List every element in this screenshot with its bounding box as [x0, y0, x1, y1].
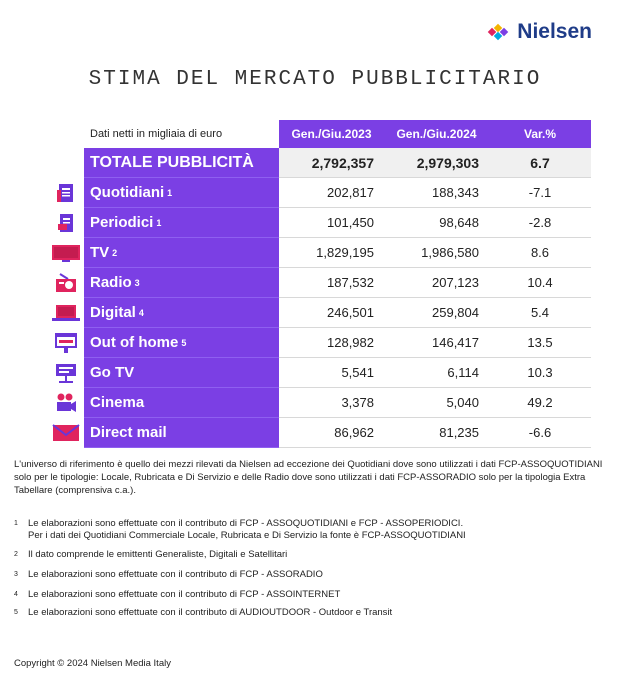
- value-2024: 6,114: [384, 358, 489, 388]
- value-var: 8.6: [489, 238, 591, 268]
- nielsen-logo-mark-icon: [489, 25, 511, 39]
- row-label: Out of home 5: [84, 328, 279, 358]
- row-label: Direct mail: [84, 418, 279, 448]
- footnote-ref: 1: [167, 187, 173, 198]
- table-row-tv: [48, 238, 591, 268]
- value-2023: 86,962: [279, 418, 384, 448]
- footnote-3: 3 Le elaborazioni sono effettuate con il contributo di FCP - ASSORADIO: [14, 569, 323, 580]
- envelope-icon: [48, 418, 84, 448]
- value-2024: 146,417: [384, 328, 489, 358]
- unit-label: Dati netti in migliaia di euro: [90, 128, 223, 140]
- value-2024: 5,040: [384, 388, 489, 418]
- data-table: [48, 120, 591, 448]
- row-label: Periodici 1: [84, 208, 279, 238]
- value-2023: 1,829,195: [279, 238, 384, 268]
- table-row-radio: [48, 268, 591, 298]
- value-2024: 259,804: [384, 298, 489, 328]
- total-row: [48, 148, 591, 178]
- value-var: 10.4: [489, 268, 591, 298]
- page-title: STIMA DEL MERCATO PUBBLICITARIO: [88, 68, 542, 91]
- value-var: 5.4: [489, 298, 591, 328]
- table-row-quotidiani: [48, 178, 591, 208]
- total-var: 6.7: [489, 148, 591, 178]
- value-var: -7.1: [489, 178, 591, 208]
- value-var: 49.2: [489, 388, 591, 418]
- row-label: Cinema: [84, 388, 279, 418]
- row-label: Radio 3: [84, 268, 279, 298]
- magazine-icon: [48, 208, 84, 238]
- header-2023: Gen./Giu.2023: [279, 120, 384, 148]
- nielsen-logo: [489, 20, 592, 44]
- value-var: -6.6: [489, 418, 591, 448]
- table-header: [48, 120, 591, 148]
- header-2024: Gen./Giu.2024: [384, 120, 489, 148]
- table-row-periodici: [48, 208, 591, 238]
- newspaper-icon: [48, 178, 84, 208]
- footnote-ref: 4: [138, 307, 144, 318]
- value-2024: 207,123: [384, 268, 489, 298]
- value-2024: 1,986,580: [384, 238, 489, 268]
- footnote-1: 1 Le elaborazioni sono effettuate con il contributo di FCP - ASSOQUOTIDIANI e FCP - ASSOPERIODICI. Per i dati dei Quotidiani Commerciale Locale, Rubricata e Di Servizio la fonte è FCP-ASSOQUOTIDIANI: [14, 518, 466, 541]
- copyright: Copyright © 2024 Nielsen Media Italy: [14, 658, 171, 669]
- value-var: -2.8: [489, 208, 591, 238]
- value-2023: 246,501: [279, 298, 384, 328]
- movie-camera-icon: [48, 388, 84, 418]
- value-2023: 202,817: [279, 178, 384, 208]
- screen-stand-icon: [48, 358, 84, 388]
- value-2024: 98,648: [384, 208, 489, 238]
- footnote-4: 4 Le elaborazioni sono effettuate con il contributo di FCP - ASSOINTERNET: [14, 589, 341, 600]
- header-var: Var.%: [489, 120, 591, 148]
- table-row-digital: [48, 298, 591, 328]
- value-2024: 81,235: [384, 418, 489, 448]
- table-row-cinema: [48, 388, 591, 418]
- total-label: TOTALE PUBBLICITÀ: [84, 148, 279, 178]
- value-var: 10.3: [489, 358, 591, 388]
- billboard-icon: [48, 328, 84, 358]
- footnote-ref: 3: [134, 277, 140, 288]
- footnote-ref: 5: [181, 337, 187, 348]
- table-row-direct-mail: [48, 418, 591, 448]
- value-2023: 128,982: [279, 328, 384, 358]
- value-2023: 3,378: [279, 388, 384, 418]
- radio-icon: [48, 268, 84, 298]
- row-label: Quotidiani 1: [84, 178, 279, 208]
- footnote-ref: 1: [156, 217, 162, 228]
- tv-icon: [48, 238, 84, 268]
- row-label: TV 2: [84, 238, 279, 268]
- table-row-out-of-home: [48, 328, 591, 358]
- footnote-5: 5 Le elaborazioni sono effettuate con il contributo di AUDIOUTDOOR - Outdoor e Transit: [14, 607, 393, 618]
- logo-text: Nielsen: [517, 20, 592, 43]
- value-2023: 5,541: [279, 358, 384, 388]
- total-2024: 2,979,303: [384, 148, 489, 178]
- total-2023: 2,792,357: [279, 148, 384, 178]
- footnote-2: 2 Il dato comprende le emittenti Generaliste, Digitali e Satellitari: [14, 549, 288, 560]
- row-label: Go TV: [84, 358, 279, 388]
- value-var: 13.5: [489, 328, 591, 358]
- value-2024: 188,343: [384, 178, 489, 208]
- value-2023: 187,532: [279, 268, 384, 298]
- table-row-go-tv: [48, 358, 591, 388]
- universe-note: L'universo di riferimento è quello dei mezzi rilevati da Nielsen ad eccezione dei Quotidiani dove sono utilizzati i dati FCP-ASSOQUOTIDIANI solo per le tipologie: Locale, Rubricata e Di Servizio e delle Radio dove sono utilizzati i dati FCP-ASSORADIO solo per la tipologia Extra Tabellare (comprensiva c.a.).: [14, 459, 603, 496]
- laptop-icon: [48, 298, 84, 328]
- footnote-ref: 2: [112, 247, 118, 258]
- row-label: Digital 4: [84, 298, 279, 328]
- value-2023: 101,450: [279, 208, 384, 238]
